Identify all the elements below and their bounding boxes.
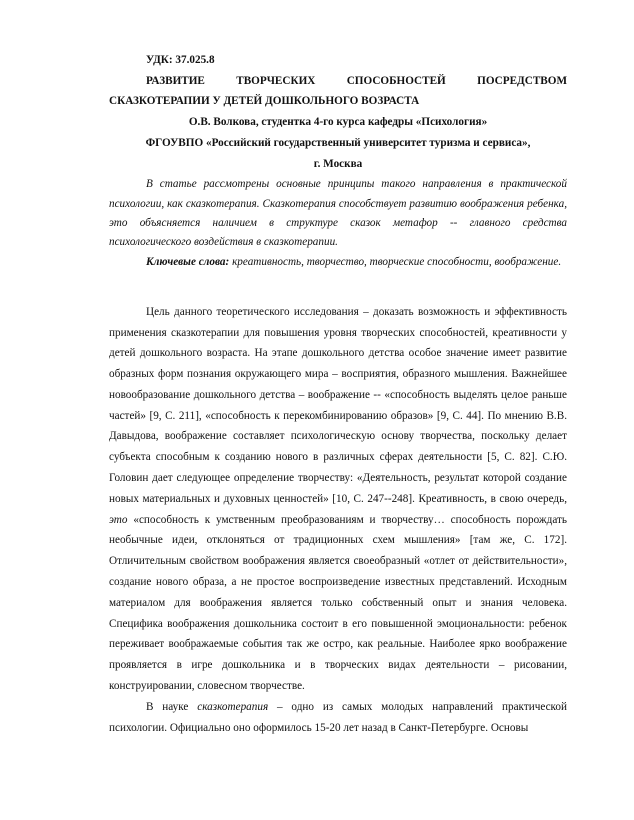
article-title — [109, 71, 567, 112]
body-paragraph-1-text-b: «способность к умственным преобразованиям и творчеству… способность порождать необычные идеи, отклоняться от традиционных схем мышления» [там же, С. 172]. Отличительным свойством воображения является своеобразный «отлет от действительности», создание нового образа, а не простое воспроизведение известных представлений. Исходным материалом для воображения является только собственный опыт и знания человека. Специфика воображения дошкольника состоит в его повышенной эмоциональности: ребенок переживает воображаемые события так же остро, как реальные. Наиболее ярко воображение проявляется в игре дошкольника и в творческих видах деятельности – рисовании, конструировании, словесном творчестве. — [109, 513, 568, 693]
article-title-line-1: РАЗВИТИЕ ТВОРЧЕСКИХ СПОСОБНОСТЕЙ ПОСРЕДСТВОМ — [146, 74, 567, 87]
city-line: г. Москва — [313, 157, 363, 170]
section-gap — [109, 273, 567, 302]
body-paragraph-1-text-a: Цель данного теоретического исследования – доказать возможность и эффективность применения сказкотерапии для повышения уровня творческих способностей, креативности у детей дошкольного возраста. На этапе дошкольного детства особое значение имеет развитие образных форм познания окружающего мира – восприятия, образного мышления. Важнейшее новообразование дошкольного детства – воображение -- «способность выделять целое раньше частей» [9, С. 211], «способность к перекомбинированию образов» [9, С. 44]. По мнению В.В. Давыдова, воображение составляет психологическую основу творчества, поскольку делает субъекта способным к созданию нового в различных сферах деятельности [5, С. 82]. С.Ю. Головин дает следующее определение творчеству: «Деятельность, результат которой создание новых материальных и духовных ценностей» [10, С. 247--248]. Креативность, в свою очередь, — [109, 305, 567, 505]
article-title-line-2: СКАЗКОТЕРАПИИ У ДЕТЕЙ ДОШКОЛЬНОГО ВОЗРАСТА — [109, 95, 420, 108]
body-paragraph-1-italic: это — [109, 513, 128, 526]
keywords-label: Ключевые слова: — [146, 256, 230, 269]
keywords-list: креативность, творчество, творческие способности, воображение. — [232, 256, 562, 269]
body-paragraph-1 — [109, 302, 567, 697]
abstract: В статье рассмотрены основные принципы такого направления в практической психологии, как сказкотерапия. Сказкотерапия способствует развитию воображения ребенка, это объясняется наличием в структуре сказок метафор -- главного средства психологического воздействия в сказкотерапии. — [109, 178, 567, 249]
body-paragraph-2-text-b: – одно из самых молодых направлений практической психологии. Официально оно оформилось 15-20 лет назад в Санкт-Петербурге. Основы — [109, 700, 568, 734]
body-paragraph-2-italic: сказкотерапия — [197, 700, 269, 713]
udk-code: УДК: 37.025.8 — [146, 54, 215, 66]
institution-line: ФГОУВПО «Российский государственный университет туризма и сервиса», — [145, 136, 531, 149]
keywords — [109, 253, 567, 272]
article-content — [109, 50, 567, 738]
author-line: О.В. Волкова, студентка 4-го курса кафедры «Психология» — [188, 116, 488, 129]
body-paragraph-2-text-a: В науке — [146, 700, 189, 713]
body-paragraph-2 — [109, 697, 567, 739]
